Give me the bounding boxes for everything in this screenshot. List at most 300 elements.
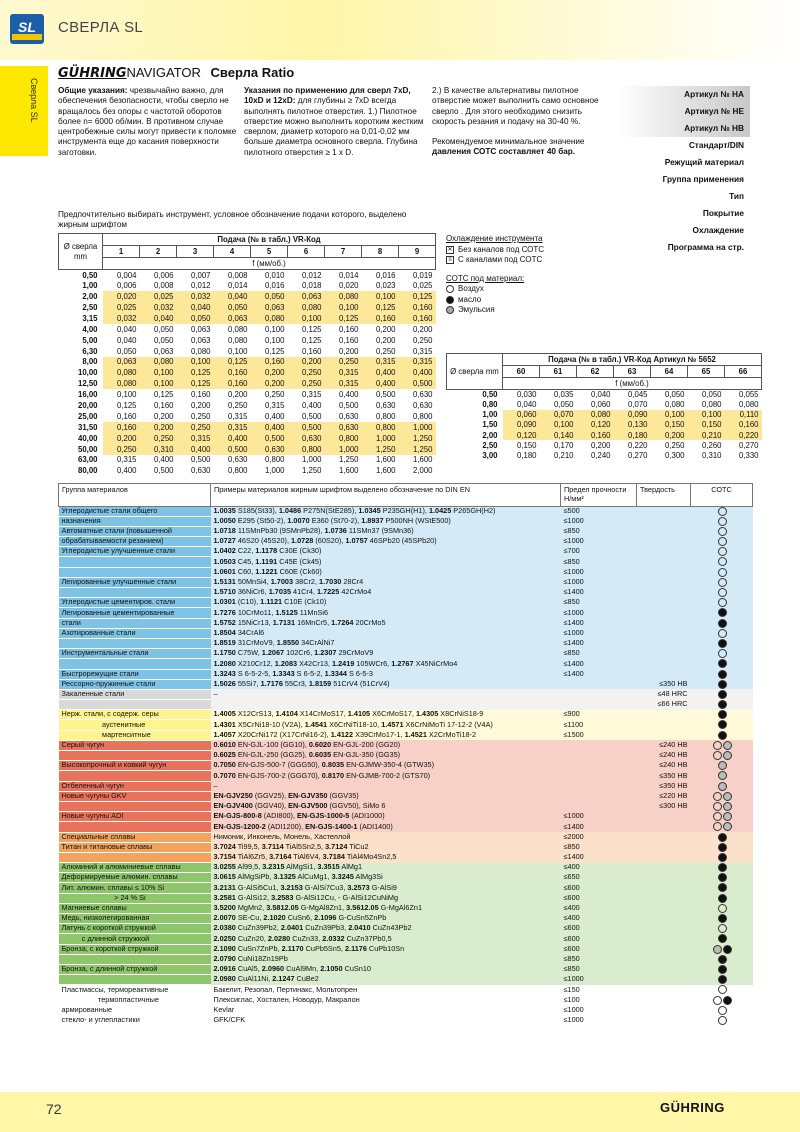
feed-value: 0,018 bbox=[301, 281, 322, 291]
feed-value: 0,050 bbox=[251, 291, 288, 302]
oil-icon bbox=[718, 873, 727, 882]
feed-value: 0,110 bbox=[725, 410, 762, 420]
coolant-cell bbox=[691, 638, 753, 648]
hardness bbox=[637, 944, 691, 954]
emulsion-icon bbox=[723, 792, 732, 801]
air-icon bbox=[718, 1006, 727, 1015]
feed-row bbox=[447, 420, 762, 430]
coolant-cell bbox=[691, 526, 753, 536]
coolant-cell bbox=[691, 791, 753, 801]
coolant-cell bbox=[691, 689, 753, 699]
feed-value: 0,330 bbox=[738, 451, 759, 461]
feed-value: 0,080 bbox=[103, 368, 140, 379]
hardness bbox=[637, 608, 691, 618]
hardness bbox=[637, 710, 691, 720]
material-group: Легированные цементированные bbox=[59, 608, 211, 618]
feed-value: 0,070 bbox=[540, 410, 577, 420]
oil-icon bbox=[718, 833, 727, 842]
material-examples: Kevlar bbox=[211, 1005, 561, 1015]
hardness bbox=[637, 934, 691, 944]
air-icon bbox=[718, 507, 727, 516]
material-group bbox=[59, 771, 211, 781]
feed-value: 0,250 bbox=[288, 378, 325, 389]
diameter-cell: 12,50 bbox=[77, 379, 98, 389]
feed-value: 0,040 bbox=[177, 302, 214, 313]
coolant-cell bbox=[691, 761, 753, 771]
pressure-text: Рекомендуемое минимальное значение bbox=[432, 137, 585, 147]
feed-value: 0,080 bbox=[577, 410, 614, 420]
feed-value: 0,100 bbox=[140, 368, 177, 379]
coolant-cell bbox=[691, 934, 753, 944]
material-examples: 1.0727 46S20 (45S20), 1.0728 (60S20), 1.0757 46SPb20 (45SPb20) bbox=[211, 537, 561, 547]
feed-value: 0,630 bbox=[227, 455, 248, 465]
tensile-strength: ≤600 bbox=[561, 924, 637, 934]
feed-value: 0,500 bbox=[251, 433, 288, 444]
material-row bbox=[59, 863, 753, 873]
feed-value: 0,400 bbox=[251, 422, 288, 433]
material-row bbox=[59, 791, 753, 801]
air-icon bbox=[718, 568, 727, 577]
hardness bbox=[637, 567, 691, 577]
air-icon bbox=[718, 1016, 727, 1025]
feed-value: 0,250 bbox=[227, 400, 248, 410]
legend-emulsion bbox=[446, 305, 586, 316]
material-examples: 1.0718 11SMnPb30 (9SMnPb28), 1.0736 11SMn37 (9SMn36) bbox=[211, 526, 561, 536]
feed-value: 0,016 bbox=[375, 270, 396, 280]
coolant-cell bbox=[691, 577, 753, 587]
feed-value: 1,600 bbox=[338, 466, 359, 476]
oil-icon bbox=[718, 659, 727, 668]
coolant-cell bbox=[691, 832, 753, 842]
coolant-cell bbox=[691, 903, 753, 913]
hardness: ≤240 HB bbox=[637, 761, 691, 771]
feed-value: 0,250 bbox=[103, 444, 140, 455]
material-group: Новые чугуны GKV bbox=[59, 791, 211, 801]
tensile-strength: ≤600 bbox=[561, 934, 637, 944]
feed-value: 0,500 bbox=[301, 411, 322, 421]
feed-value: 0,160 bbox=[116, 411, 137, 421]
material-group bbox=[59, 638, 211, 648]
material-row bbox=[59, 944, 753, 954]
feed-value: 0,125 bbox=[301, 335, 322, 345]
feed-value: 0,090 bbox=[614, 410, 651, 420]
feed-table-5652 bbox=[446, 353, 762, 461]
coolant-cell bbox=[691, 954, 753, 964]
material-group bbox=[59, 801, 211, 811]
air-icon bbox=[718, 547, 727, 556]
material-examples: 3.0255 Al99,5, 3.2315 AlMgSi1, 3.3515 AlMg1 bbox=[211, 863, 561, 873]
tensile-strength: ≤1000 bbox=[561, 537, 637, 547]
material-group: Магниевые сплавы bbox=[59, 903, 211, 913]
feed-value: 0,315 bbox=[214, 422, 251, 433]
feed-value: 0,080 bbox=[227, 324, 248, 334]
oil-icon bbox=[718, 853, 727, 862]
feed-value: 0,032 bbox=[103, 313, 140, 324]
feed-value: 0,800 bbox=[288, 444, 325, 455]
general-heading: Общие указания: bbox=[58, 86, 128, 95]
feed-row bbox=[447, 440, 762, 450]
material-row bbox=[59, 628, 753, 638]
material-row bbox=[59, 924, 753, 934]
feed-value: 0,200 bbox=[251, 368, 288, 379]
feed-code: 60 bbox=[503, 366, 540, 378]
hardness bbox=[637, 628, 691, 638]
material-examples: EN-GJS-1200-2 (ADI1200), EN-GJS-1400-1 (ADI1400) bbox=[211, 822, 561, 832]
tensile-strength bbox=[561, 689, 637, 699]
material-row bbox=[59, 638, 753, 648]
coolant-cell bbox=[691, 567, 753, 577]
oil-icon bbox=[718, 863, 727, 872]
coolant-title: СОТС под материал: bbox=[446, 273, 525, 283]
feed-value: 0,200 bbox=[227, 390, 248, 400]
material-group: Углеродистые цементиров. стали bbox=[59, 598, 211, 608]
tensile-strength: ≤850 bbox=[561, 842, 637, 852]
tensile-strength: ≤600 bbox=[561, 883, 637, 893]
feed-value: 0,160 bbox=[338, 335, 359, 345]
material-row bbox=[59, 995, 753, 1005]
feed-value: 0,040 bbox=[214, 291, 251, 302]
feed-value: 0,180 bbox=[516, 451, 537, 461]
emulsion-icon bbox=[718, 782, 727, 791]
material-row bbox=[59, 954, 753, 964]
hardness bbox=[637, 669, 691, 679]
feed-value: 0,200 bbox=[288, 357, 325, 368]
feed-value: 0,050 bbox=[214, 302, 251, 313]
tensile-strength: ≤850 bbox=[561, 954, 637, 964]
hardness bbox=[637, 516, 691, 526]
coolant-cell bbox=[691, 710, 753, 720]
material-row bbox=[59, 516, 753, 526]
material-row bbox=[59, 598, 753, 608]
coolant-cell bbox=[691, 516, 753, 526]
feed-value: 0,200 bbox=[338, 346, 359, 356]
material-group: назначения bbox=[59, 516, 211, 526]
material-examples: – bbox=[211, 689, 561, 699]
brand-navigator: NAVIGATOR bbox=[126, 65, 201, 80]
feed-value: 1,000 bbox=[399, 422, 436, 433]
oil-icon bbox=[718, 680, 727, 689]
coolant-cell bbox=[691, 985, 753, 995]
hardness bbox=[637, 852, 691, 862]
tensile-strength: ≤600 bbox=[561, 893, 637, 903]
coolant-cell bbox=[691, 537, 753, 547]
coolant-cell bbox=[691, 995, 753, 1005]
oil-icon bbox=[718, 700, 727, 709]
materials-header: Примеры материалов жирным шрифтом выделено обозначение по DIN EN bbox=[211, 484, 561, 507]
feed-unit: f (мм/об.) bbox=[103, 258, 436, 270]
feed-value: 0,063 bbox=[288, 291, 325, 302]
material-group: армированные bbox=[59, 1005, 211, 1015]
feed-value: 0,025 bbox=[140, 291, 177, 302]
feed-value: 0,100 bbox=[264, 335, 285, 345]
material-group: термопластичные bbox=[59, 995, 211, 1005]
diameter-cell: 2,00 bbox=[482, 430, 498, 440]
tensile-strength: ≤1000 bbox=[561, 1015, 637, 1025]
coolant-cell bbox=[691, 720, 753, 730]
feed-value: 0,220 bbox=[725, 430, 762, 440]
feed-row bbox=[59, 466, 436, 477]
brand-name: GÜHRING bbox=[58, 66, 127, 81]
feed-code: 61 bbox=[540, 366, 577, 378]
material-group: Отбеленный чугун bbox=[59, 781, 211, 791]
feed-row bbox=[59, 389, 436, 400]
feed-code: 7 bbox=[325, 246, 362, 258]
feed-value: 0,160 bbox=[577, 430, 614, 440]
feed-value: 0,315 bbox=[399, 357, 436, 368]
feed-code: 64 bbox=[651, 366, 688, 378]
tensile-strength: ≤650 bbox=[561, 873, 637, 883]
feed-value: 0,080 bbox=[288, 302, 325, 313]
feed-row bbox=[59, 346, 436, 357]
material-group: Рессорно-пружинные стали bbox=[59, 679, 211, 689]
material-row bbox=[59, 761, 753, 771]
air-icon bbox=[718, 649, 727, 658]
material-examples: 3.2131 G-AlSi5Cu1, 3.2153 G-AlSi7Cu3, 3.2573 G-AlSi9 bbox=[211, 883, 561, 893]
feed-value: 0,006 bbox=[153, 270, 174, 280]
oil-icon bbox=[718, 690, 727, 699]
side-tab bbox=[0, 66, 48, 156]
feed-value: 0,500 bbox=[153, 466, 174, 476]
hardness bbox=[637, 842, 691, 852]
hardness bbox=[637, 638, 691, 648]
material-examples: 1.0301 (C10), 1.1121 C10E (Ck10) bbox=[211, 598, 561, 608]
tensile-strength bbox=[561, 740, 637, 750]
feed-value: 0,125 bbox=[301, 324, 322, 334]
feed-value: 0,014 bbox=[338, 270, 359, 280]
spec-label: Охлаждение bbox=[692, 225, 744, 235]
feed-value: 0,160 bbox=[301, 346, 322, 356]
feed-value: 0,125 bbox=[362, 302, 399, 313]
material-group: Азотированные стали bbox=[59, 628, 211, 638]
feed-value: 0,310 bbox=[701, 451, 722, 461]
feed-value: 1,000 bbox=[264, 466, 285, 476]
material-group: Алюминий и алюминиевые сплавы bbox=[59, 863, 211, 873]
material-row bbox=[59, 903, 753, 913]
feed-value: 0,260 bbox=[701, 440, 722, 450]
material-row bbox=[59, 669, 753, 679]
feed-value: 0,125 bbox=[153, 390, 174, 400]
emulsion-label: Эмульсия bbox=[458, 305, 495, 314]
general-text: чрезвычайно важно, для обеспечения безопасности, чтобы сверло не вращалось без опоры с частотой оборотов более n= 6000 об/мин. В противном случае центробежные силы могут привести к поломке инструмента еще до касания поверхности заготовки. bbox=[58, 86, 237, 157]
air-icon bbox=[718, 904, 727, 913]
hardness: ≤240 HB bbox=[637, 751, 691, 761]
diameter-cell: 80,00 bbox=[77, 466, 98, 476]
coolant-cell bbox=[691, 842, 753, 852]
feed-value: 0,050 bbox=[116, 346, 137, 356]
material-row bbox=[59, 1015, 753, 1025]
hardness bbox=[637, 964, 691, 974]
material-row bbox=[59, 689, 753, 699]
material-examples: 1.4301 X5CrNi18-10 (V2A), 1.4541 X6CrNiTi18-10, 1.4571 X6CrNiMoTi 17-12-2 (V4A) bbox=[211, 720, 561, 730]
oil-icon bbox=[718, 894, 727, 903]
material-examples: Бакелит, Резопал, Пертинакс, Мольтопрен bbox=[211, 985, 561, 995]
feed-value: 0,400 bbox=[362, 378, 399, 389]
feed-row bbox=[447, 430, 762, 440]
hardness bbox=[637, 883, 691, 893]
material-row bbox=[59, 832, 753, 842]
feed-code: 62 bbox=[577, 366, 614, 378]
pressure-note bbox=[432, 137, 617, 158]
feed-row bbox=[59, 444, 436, 455]
feed-value: 0,200 bbox=[412, 324, 433, 334]
spec-label: Стандарт/DIN bbox=[688, 140, 744, 150]
material-group: Пластмассы, термореактивные bbox=[59, 985, 211, 995]
coolant-cell bbox=[691, 1015, 753, 1025]
diameter-cell: 6,30 bbox=[82, 346, 98, 356]
diameter-cell: 40,00 bbox=[77, 433, 98, 443]
feed-value: 0,045 bbox=[627, 390, 648, 400]
diameter-cell: 16,00 bbox=[77, 390, 98, 400]
oil-icon bbox=[723, 945, 732, 954]
material-row bbox=[59, 883, 753, 893]
tensile-strength: ≤400 bbox=[561, 914, 637, 924]
hardness bbox=[637, 618, 691, 628]
feed-value: 1,250 bbox=[399, 433, 436, 444]
feed-row bbox=[447, 410, 762, 420]
feed-row bbox=[447, 451, 762, 461]
hardness bbox=[637, 985, 691, 995]
diameter-cell: 0,50 bbox=[82, 270, 98, 280]
feed-value: 0,100 bbox=[540, 420, 577, 430]
coolant-cell bbox=[691, 740, 753, 750]
tensile-strength: ≤1000 bbox=[561, 1005, 637, 1015]
material-row bbox=[59, 822, 753, 832]
tensile-strength: ≤850 bbox=[561, 557, 637, 567]
oil-icon bbox=[718, 710, 727, 719]
feed-value: 0,100 bbox=[362, 291, 399, 302]
feed-value: 0,200 bbox=[375, 324, 396, 334]
material-group: Медь, низколегированная bbox=[59, 914, 211, 924]
feed-value: 0,270 bbox=[738, 440, 759, 450]
air-icon bbox=[713, 996, 722, 1005]
material-examples: 1.4057 X20CrNi172 (X17CrNi16-2), 1.4122 X39CrMo17-1, 1.4521 X2CrMoTi18-2 bbox=[211, 730, 561, 740]
feed-value: 0,200 bbox=[140, 422, 177, 433]
feed-row bbox=[59, 378, 436, 389]
diameter-cell: 0,80 bbox=[482, 400, 498, 410]
alternative-text: 2.) В качестве альтернативы пилотное отверстие может выполнить само основное сверло . Для этого необходимо снизить скорость резания и подачу на 30-40 %. bbox=[432, 86, 599, 126]
feed-value: 0,500 bbox=[399, 378, 436, 389]
hardness: ≤66 HRC bbox=[637, 700, 691, 710]
material-group bbox=[59, 852, 211, 862]
coolant-cell bbox=[691, 873, 753, 883]
tensile-strength bbox=[561, 781, 637, 791]
feed2-unit: f (мм/об.) bbox=[503, 378, 762, 390]
material-row bbox=[59, 812, 753, 822]
feed-value: 0,040 bbox=[140, 313, 177, 324]
hardness bbox=[637, 893, 691, 903]
material-group: Деформируемые алюмин. сплавы bbox=[59, 873, 211, 883]
feed-value: 0,008 bbox=[153, 281, 174, 291]
material-row bbox=[59, 700, 753, 710]
material-group: Высокопрочный и ковкий чугун bbox=[59, 761, 211, 771]
material-examples: Плексиглас, Хостален, Новодур, Макралон bbox=[211, 995, 561, 1005]
feed-value: 0,125 bbox=[177, 368, 214, 379]
air-icon bbox=[718, 924, 727, 933]
feed-value: 0,080 bbox=[251, 313, 288, 324]
pilot-notes bbox=[244, 86, 424, 158]
coolant-cell bbox=[691, 771, 753, 781]
feed-value: 0,160 bbox=[214, 378, 251, 389]
material-examples: 2.0250 CuZn20, 2.0280 CuZn33, 2.0332 CuZn37Pb0,5 bbox=[211, 934, 561, 944]
air-icon bbox=[718, 588, 727, 597]
feed-row bbox=[447, 390, 762, 400]
materials-header: Предел прочности Н/мм² bbox=[561, 484, 637, 507]
tensile-strength: ≤1000 bbox=[561, 608, 637, 618]
material-group: обрабатываемости резанием) bbox=[59, 537, 211, 547]
feed-value: 0,315 bbox=[227, 411, 248, 421]
feed-value: 0,040 bbox=[116, 335, 137, 345]
tensile-strength bbox=[561, 771, 637, 781]
feed-value: 0,500 bbox=[338, 400, 359, 410]
spec-label: Покрытие bbox=[702, 208, 744, 218]
oil-icon bbox=[718, 608, 727, 617]
tensile-strength: ≤850 bbox=[561, 964, 637, 974]
tensile-strength: ≤1000 bbox=[561, 975, 637, 985]
feed-value: 0,200 bbox=[251, 378, 288, 389]
tensile-strength: ≤1400 bbox=[561, 638, 637, 648]
feed-code: 4 bbox=[214, 246, 251, 258]
feed-value: 0,400 bbox=[214, 433, 251, 444]
material-examples: 1.0601 C60, 1.1221 C60E (Ck60) bbox=[211, 567, 561, 577]
feed-value: 0,200 bbox=[651, 430, 688, 440]
material-examples: 2.0916 CuAl5, 2.0960 CuAl9Mn, 2.1050 CuSn10 bbox=[211, 964, 561, 974]
hardness bbox=[637, 506, 691, 516]
diameter-cell: 0,50 bbox=[482, 390, 498, 400]
tensile-strength: ≤1000 bbox=[561, 577, 637, 587]
feed-value: 0,160 bbox=[725, 420, 762, 430]
emulsion-icon bbox=[723, 822, 732, 831]
spec-label: Артикул № НЕ bbox=[618, 103, 750, 120]
hardness bbox=[637, 720, 691, 730]
feed-value: 0,400 bbox=[153, 455, 174, 465]
diameter-cell: 2,50 bbox=[82, 302, 98, 312]
feed-table bbox=[58, 233, 436, 476]
feed-value: 0,050 bbox=[153, 335, 174, 345]
material-group: Инструментальные стали bbox=[59, 649, 211, 659]
oil-label: масло bbox=[458, 294, 482, 304]
coolant-cell bbox=[691, 781, 753, 791]
feed-value: 0,500 bbox=[190, 455, 211, 465]
material-row bbox=[59, 801, 753, 811]
emulsion-icon bbox=[718, 761, 727, 770]
feed-row bbox=[59, 368, 436, 379]
hardness: ≤300 HB bbox=[637, 801, 691, 811]
tensile-strength: ≤1400 bbox=[561, 618, 637, 628]
material-group: Лит. алюмин. сплавы ≤ 10% Si bbox=[59, 883, 211, 893]
material-examples: 2.1090 CuSn7ZnPb, 2.1170 CuPb5Sn5, 2.1176 CuPb10Sn bbox=[211, 944, 561, 954]
material-examples: 1.2080 X210Cr12, 1.2083 X42Cr13, 1.2419 105WCr6, 1.2767 X45NiCrMo4 bbox=[211, 659, 561, 669]
feed-value: 0,070 bbox=[627, 400, 648, 410]
material-examples: 1.0402 C22, 1.1178 C30E (Ck30) bbox=[211, 547, 561, 557]
page-number: 72 bbox=[46, 1101, 62, 1117]
tensile-strength: ≤500 bbox=[561, 506, 637, 516]
tensile-strength: ≤1400 bbox=[561, 588, 637, 598]
feed-value: 0,630 bbox=[325, 422, 362, 433]
material-examples: 1.5752 15NiCr13, 1.7131 16MnCr5, 1.7264 20CrMo5 bbox=[211, 618, 561, 628]
material-row bbox=[59, 740, 753, 750]
material-row bbox=[59, 771, 753, 781]
material-examples: 2.0070 SE-Cu, 2.1020 CuSn6, 2.1096 G-CuSn5ZnPb bbox=[211, 914, 561, 924]
material-row bbox=[59, 873, 753, 883]
material-row bbox=[59, 914, 753, 924]
coolant-cell bbox=[691, 975, 753, 985]
hardness bbox=[637, 954, 691, 964]
diameter-cell: 1,00 bbox=[482, 410, 498, 420]
feed-value: 1,000 bbox=[301, 455, 322, 465]
feed-value: 0,030 bbox=[516, 390, 537, 400]
feed-value: 0,210 bbox=[688, 430, 725, 440]
feed-value: 0,170 bbox=[553, 440, 574, 450]
